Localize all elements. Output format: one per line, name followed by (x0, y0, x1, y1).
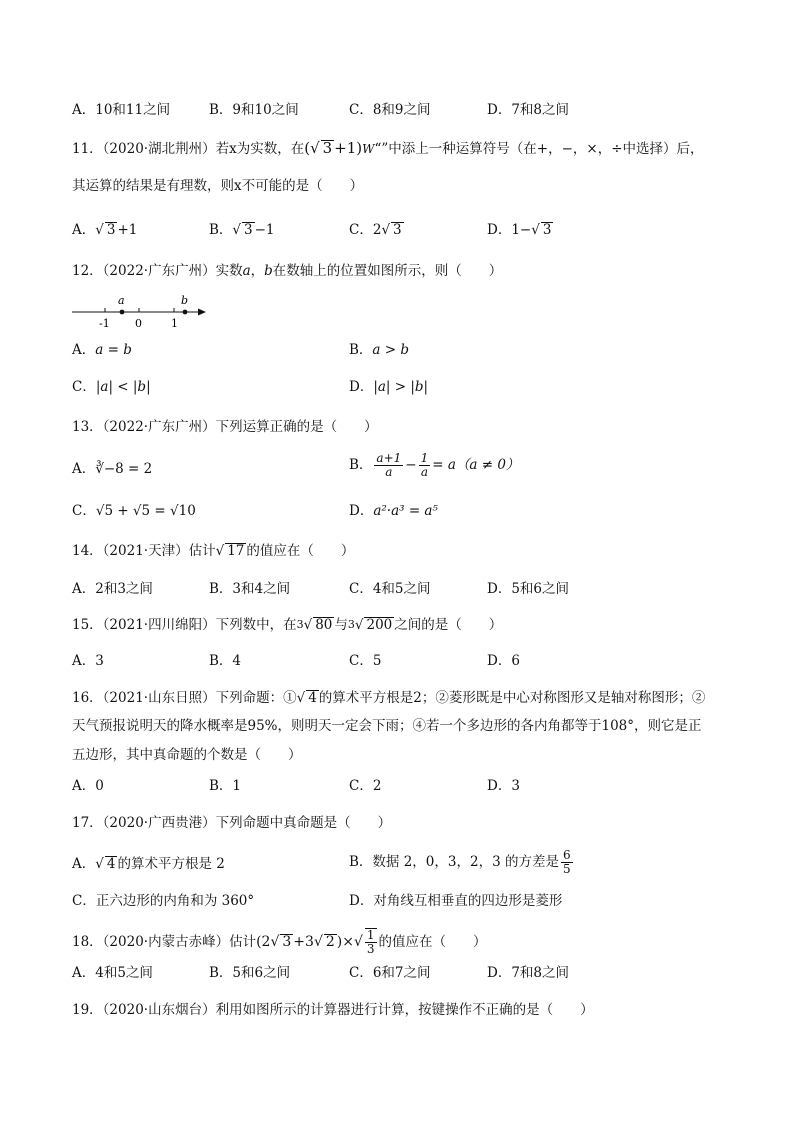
q18-option-c: C．6和7之间 (349, 965, 431, 981)
q12-option-d: D．|a| > |b| (349, 379, 429, 395)
q18-option-d: D．7和8之间 (487, 965, 570, 981)
q14-option-d: D．5和6之间 (487, 581, 570, 597)
q14-option-a: A．2和3之间 (72, 581, 153, 597)
q16-option-a: A．0 (72, 778, 104, 794)
q12-option-a: A．a = b (72, 342, 132, 358)
q14-stem: 14．（2021·天津）估计√ 17 的值应在（ ） (72, 543, 355, 559)
q11-option-c: C．2√ 3 (349, 222, 402, 238)
tick-label-neg1: -1 (99, 317, 110, 330)
q10-option-b: B．9和10之间 (209, 102, 299, 118)
q13-option-b: B． $\frac{a+1}{a}$ − $\frac{1}{a}$ = a（a ≠ 0） (349, 451, 520, 479)
q11-stem-end: ”中添上一种运算符号（在+，−，×，÷中选择）后， (381, 141, 704, 157)
q18-option-b: B．5和6之间 (209, 965, 291, 981)
point-a-label: a (118, 294, 125, 307)
q11-option-b: B．√ 3 −1 (209, 222, 275, 238)
q12-number-line (70, 292, 210, 334)
q14-option-c: C．4和5之间 (349, 581, 431, 597)
q10-option-d: D．7和8之间 (487, 102, 570, 118)
q11-stem-start: 11．（2020·湖北荆州）若x为实数，在 (72, 141, 305, 157)
q15-option-c: C．5 (349, 653, 382, 669)
point-a-dot (120, 310, 125, 315)
q15-option-a: A．3 (72, 653, 104, 669)
q13-option-a: A．∛−8 = 2 (72, 461, 153, 477)
q17-stem: 17．（2020·广西贵港）下列命题中真命题是（ ） (72, 815, 392, 831)
q12-stem: 12．（2022·广东广州）实数a，b在数轴上的位置如图所示，则（ ） (72, 263, 503, 279)
q17-option-d: D．对角线互相垂直的四边形是菱形 (349, 893, 563, 909)
q18-option-a: A．4和5之间 (72, 965, 153, 981)
q13-option-d: D．a²·a³ = a⁵ (349, 503, 438, 519)
q17-option-b: B．数据 2，0，3，2，3 的方差是 $\frac{6}{5}$ (349, 848, 571, 876)
q13-stem: 13．（2022·广东广州）下列运算正确的是（ ） (72, 419, 378, 435)
q11-option-d: D．1−√ 3 (487, 222, 552, 238)
q15-stem: 15．（2021·四川绵阳）下列数中，在$^3$√ 80 与$^3$√ 200 之间的是（ ） (72, 617, 503, 633)
q11-expression: (√ 3 +1) (304, 139, 363, 157)
point-b-dot (183, 310, 188, 315)
q11-option-a: A．√ 3 +1 (72, 222, 138, 238)
q11-stem-line2: 其运算的结果是有理数，则x不可能的是（ ） (72, 178, 364, 194)
tick-label-1: 1 (171, 317, 178, 330)
q18-stem: 18．（2020·内蒙古赤峰）估计(2√ 3 +3√ 2 )×√ $\frac{1}{3}$ 的值应在（ ） (72, 928, 487, 956)
q11-w-mark: W (362, 142, 375, 156)
q19-stem: 19．（2020·山东烟台）利用如图所示的计算器进行计算，按键操作不正确的是（ ） (72, 1002, 594, 1018)
q13-option-c: C．√5 + √5 = √10 (72, 503, 196, 519)
q17-option-a: A．√ 4 的算术平方根是 2 (72, 856, 225, 872)
q12-option-c: C．|a| < |b| (72, 379, 151, 395)
q15-option-b: B．4 (209, 653, 242, 669)
q11-stem (72, 138, 704, 159)
q14-option-b: B．3和4之间 (209, 581, 291, 597)
q16-option-c: C．2 (349, 778, 382, 794)
q12-option-b: B．a > b (349, 342, 410, 358)
q15-option-d: D．6 (487, 653, 520, 669)
q11-stem-open-quote: “ (374, 141, 382, 157)
point-b-label: b (181, 294, 189, 307)
q16-option-d: D．3 (487, 778, 520, 794)
q10-option-a: A．10和11之间 (72, 102, 171, 118)
q16-option-b: B．1 (209, 778, 242, 794)
q10-option-c: C．8和9之间 (349, 102, 431, 118)
tick-label-0: 0 (135, 317, 142, 330)
q16-stem-line2: 天气预报说明天的降水概率是95%，则明天一定会下雨；④若一个多边形的各内角都等于108°，则它是正 (72, 718, 702, 734)
q16-stem-line3: 五边形，其中真命题的个数是（ ） (72, 747, 302, 763)
q17-option-c: C．正六边形的内角和为 360° (72, 893, 255, 909)
q18-expression: (2√ 3 +3√ 2 )×√ $\frac{1}{3}$ (256, 928, 375, 956)
q16-stem-line1: 16．（2021·山东日照）下列命题：①√ 4 的算术平方根是2；②菱形既是中心对称图形又是轴对称图形；② (72, 690, 706, 706)
